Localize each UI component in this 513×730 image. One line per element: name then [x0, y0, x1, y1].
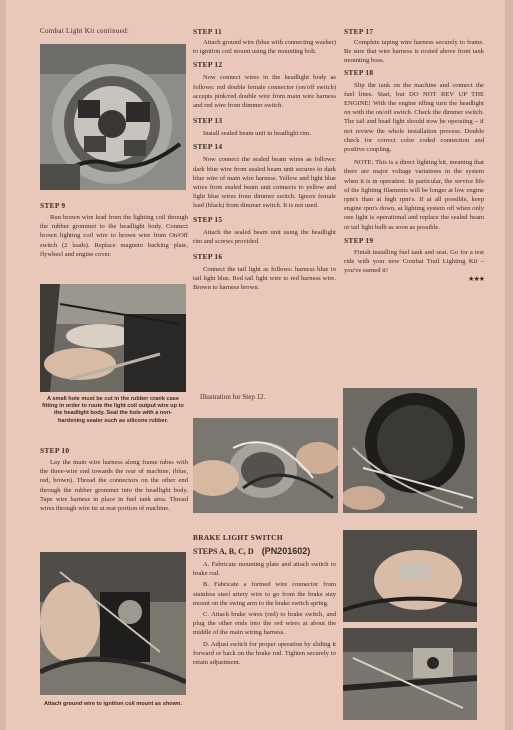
illustration-label: Illustration for Step 12.	[200, 393, 266, 401]
ignition-coil-photo	[40, 552, 186, 695]
stars-icon: ★★★	[468, 275, 484, 284]
step14-heading: STEP 14	[193, 142, 223, 152]
brake-part-number: (PN201602)	[261, 546, 311, 556]
step9-heading: STEP 9	[40, 201, 66, 210]
step19-text: Finish installing fuel tank and seat. Go for a test ride with your new Combat Trail Lighting Kit – you've earned it!	[344, 248, 484, 275]
caption-ignition: Attach ground wire to ignition coil mount as shown.	[44, 701, 182, 707]
step16-text: Connect the tail light as follows: harness blue to tail light blue. Red tail light wire to red harness wire. Brown to harness brown.	[193, 266, 336, 292]
brake-step-a: A. Fabricate mounting plate and attach switch to brake rod.	[193, 561, 336, 578]
step11-text: Attach ground wire (blue with connecting washer) to ignition coil mount using the mounting bolt.	[193, 39, 336, 56]
page-header: Combat Light Kit continued:	[40, 27, 130, 35]
step15-heading: STEP 15	[193, 214, 223, 224]
stator-photo	[40, 44, 186, 190]
step18-heading: STEP 18	[344, 67, 374, 77]
step12-heading: STEP 12	[193, 60, 223, 70]
brake-steps-label: STEPS A, B, C, D	[193, 547, 254, 556]
step15-text: Attach the sealed beam unit using the headlight rim and screws provided.	[193, 228, 336, 245]
brake-switch-photo	[343, 530, 477, 622]
step9-text: Run brown wire lead from the lighting coil through the rubber grommet to the headlight body. Connect brown lighting coil wire to brown wire from On/Off switch (2 leads). Replace magneto backing plate, flywheel and engine cover.	[40, 214, 188, 258]
step16-heading: STEP 16	[193, 252, 223, 262]
caption-crankcase: A small hole must be cut in the rubber crank case fitting in order to route the light coil output wire up to the headlight body. Seal the hole with a non-hardening sealer such as silicone rubber.	[42, 396, 184, 424]
step10-heading: STEP 10	[40, 446, 70, 455]
brake-step-c: C. Attach brake wires (red) to brake switch, and plug the other ends into the red wires at about the middle of the main wiring harness.	[193, 611, 336, 637]
headlight-wiring-photo	[193, 388, 338, 513]
crankcase-photo	[40, 284, 186, 392]
step13-heading: STEP 13	[193, 116, 223, 126]
step11-heading: STEP 11	[193, 27, 223, 36]
page-edge-right	[505, 0, 513, 730]
step17-heading: STEP 17	[344, 27, 374, 36]
brake-steps-line	[193, 546, 336, 556]
headlight-rim-photo	[343, 388, 477, 513]
brake-rod-photo	[343, 628, 477, 720]
brake-step-d: D. Adjust switch for proper operation by sliding it forward or back on the brake rod. Tighten securely to retain adjustment.	[193, 640, 336, 667]
step10-text: Lay the main wire harness along frame tubes with the three-wire end towards the rear of machine, (blue, red, brown). Thread the connectors on the other end through the rubber grommet into the headlight body. Tape wire harness in place in fuel tank area. Thread wires through wire tie at rear portion of machine.	[40, 459, 188, 513]
brake-title: BRAKE LIGHT SWITCH	[193, 533, 283, 542]
step19-heading: STEP 19	[344, 235, 374, 245]
page-edge-left	[0, 0, 6, 730]
step18-text: Slip the tank on the machine and connect the fuel lines. Start, but DO NOT REV UP THE ENGINE! With the engine idling turn the headlight on with the on/off switch. Check the dimmer switch. The tail and head light should now be operating – if not review the whole installation process. Double check for correct color coded connection and positive coupling.	[344, 81, 484, 154]
step13-text: Install sealed beam unit in headlight rim.	[203, 130, 311, 138]
note-text: NOTE: This is a direct lighting kit, meaning that there are major voltage variations in the system when it is in operation. In particular, the service life of the lighting filaments will be longer at low engine rpm's than at high rpm's. If at all possible, keep engine rpm's down, at lighting system off when only one light is operational and replace the sealed beam or tail light bulb as soon as possible.	[344, 159, 484, 231]
step14-text: Now connect the sealed beam wires as follows: dark blue wire from sealed beam unit secures to dark blue wire of main wire harness. Yellow and light blue wires from sealed beam unit connects to yellow and light blue wires from dimmer switch. Ignore female lead (black) from dimmer switch. It is not used.	[193, 156, 336, 210]
step17-text: Complete taping wire harness securely to frame. Be sure that wire harness is routed above front tank mounting boss.	[344, 39, 484, 65]
brake-step-b: B. Fabricate a formed wire connector from stainless steel artery wire to go from the brake stay mount on the swing arm to the brake switch spring.	[193, 581, 336, 607]
step12-text: Now connect wires in the headlight body as follows: red double female connector (on/off switch) accepts pink/red double wire from main wire harness and red wire from dimmer switch.	[193, 74, 336, 110]
